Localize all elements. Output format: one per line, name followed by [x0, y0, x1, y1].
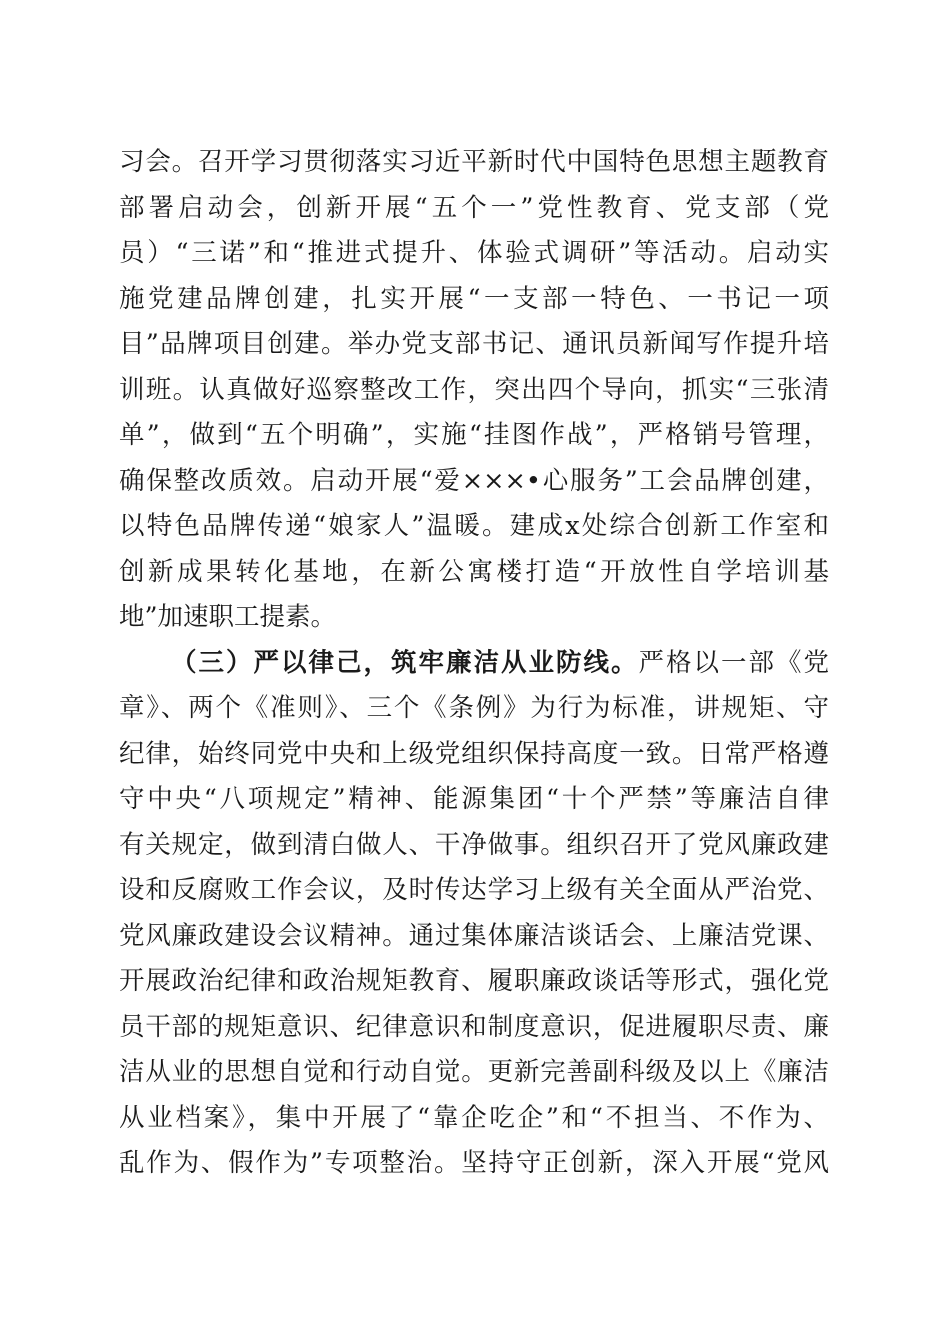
document-body [119, 140, 829, 1187]
text-line: 开展政治纪律和政治规矩教育、履职廉政谈话等形式，强化党 [119, 966, 829, 996]
text-line: 党风廉政建设会议精神。通过集体廉洁谈话会、上廉洁党课、 [119, 920, 829, 951]
text-line: 章》、两个《准则》、三个《条例》为行为标准，讲规矩、守 [119, 693, 829, 723]
paragraph-discipline [119, 641, 829, 1187]
section-heading: （三）严以律己，筑牢廉洁从业防线。 [171, 647, 639, 678]
text-line: 守中央“八项规定”精神、能源集团“十个严禁”等廉洁自律 [119, 784, 829, 814]
text-line: 部署启动会，创新开展“五个一”党性教育、党支部（党 [119, 192, 829, 223]
text-line: 施党建品牌创建，扎实开展“一支部一特色、一书记一项 [119, 283, 829, 314]
text-line: 员）“三诺”和“推进式提升、体验式调研”等活动。启动实 [119, 238, 829, 268]
text-line: 确保整改质效。启动开展“爱×××•心服务”工会品牌创建， [119, 465, 829, 496]
text-line: 洁从业的思想自觉和行动自觉。更新完善副科级及以上《廉洁 [119, 1057, 829, 1087]
text-line: 目”品牌项目创建。举办党支部书记、通讯员新闻写作提升培 [119, 329, 829, 359]
text-line: 创新成果转化基地，在新公寓楼打造“开放性自学培训基 [119, 556, 829, 587]
text-line: 纪律，始终同党中央和上级党组织保持高度一致。日常严格遵 [119, 738, 829, 769]
text-run: 严格以一部《党 [638, 647, 829, 678]
text-line: 员干部的规矩意识、纪律意识和制度意识，促进履职尽责、廉 [119, 1011, 829, 1042]
text-line: 习会。召开学习贯彻落实习近平新时代中国特色思想主题教育 [119, 147, 829, 177]
text-line: 地”加速职工提素。 [119, 602, 337, 632]
paragraph-first-line [119, 641, 829, 687]
text-line: 乱作为、假作为”专项整治。坚持守正创新，深入开展“党风 [119, 1148, 829, 1178]
text-line: 有关规定，做到清白做人、干净做事。组织召开了党风廉政建 [119, 829, 829, 860]
text-line: 单”，做到“五个明确”，实施“挂图作战”，严格销号管理， [119, 420, 829, 450]
text-line: 以特色品牌传递“娘家人”温暖。建成x处综合创新工作室和 [119, 511, 829, 541]
text-line: 训班。认真做好巡察整改工作，突出四个导向，抓实“三张清 [119, 374, 829, 405]
text-line: 设和反腐败工作会议，及时传达学习上级有关全面从严治党、 [119, 875, 829, 905]
paragraph-work-summary [119, 140, 829, 641]
text-line: 从业档案》，集中开展了“靠企吃企”和“不担当、不作为、 [119, 1102, 829, 1133]
